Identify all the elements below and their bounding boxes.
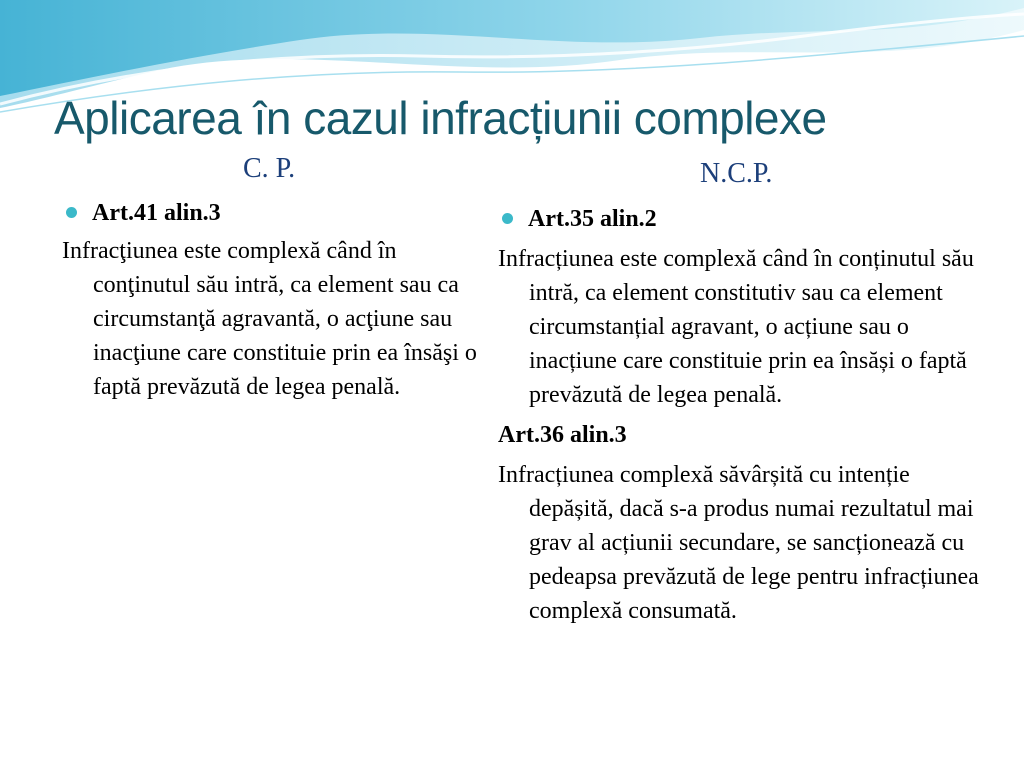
right-column	[498, 202, 998, 628]
article-label: Art.36 alin.3	[498, 422, 627, 448]
bullet-dot-icon	[66, 207, 77, 218]
bullet-item	[498, 202, 998, 236]
article-label: Art.41 alin.3	[92, 200, 221, 226]
left-column	[62, 196, 492, 404]
article-label: Art.35 alin.2	[528, 206, 657, 232]
bullet-dot-icon	[502, 213, 513, 224]
article-text: Infracţiunea este complexă când în conţinutul său intră, ca element sau ca circumstanţă agravantă, o acţiune sau inacţiune care constituie prin ea însăşi o faptă prevăzută de legea penală.	[62, 238, 477, 400]
slide-title: Aplicarea în cazul infracțiunii complexe	[54, 92, 827, 144]
column-heading-ncp: N.C.P.	[700, 158, 773, 189]
article-text: Infracțiunea complexă săvârșită cu intenție depășită, dacă s-a produs numai rezultatul mai grav al acțiunii secundare, se sancționează cu pedeapsa prevăzută de lege pentru infracțiunea complexă consumată.	[498, 462, 979, 624]
bullet-item	[62, 196, 492, 230]
column-heading-cp: C. P.	[243, 153, 296, 184]
article-text: Infracțiunea este complexă când în conținutul său intră, ca element constitutiv sau ca element circumstanțial agravant, o acțiune sau o inacțiune care constituie prin ea însăși o faptă prevăzută de legea penală.	[498, 246, 974, 408]
